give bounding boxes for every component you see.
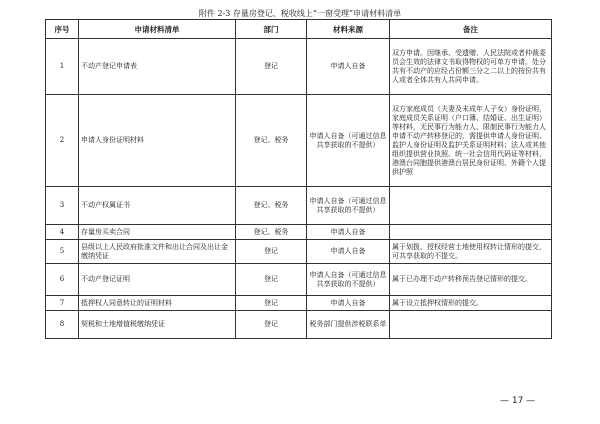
row-department: 登记	[236, 240, 307, 264]
row-seq: 8	[46, 311, 79, 339]
row-department: 登记	[236, 311, 307, 339]
header-department: 部门	[236, 20, 307, 39]
row-remarks: 属于已办理不动产转移预告登记情形的提交。	[390, 264, 552, 296]
table-header-row	[46, 20, 552, 39]
table-row	[46, 311, 552, 339]
row-material-name: 不动产登记申请表	[79, 39, 236, 95]
row-department: 登记	[236, 296, 307, 311]
row-department: 登记	[236, 39, 307, 95]
table-row	[46, 225, 552, 240]
row-seq: 4	[46, 225, 79, 240]
row-material-source: 申请人自备（可通过信息共享获取的不提供）	[307, 95, 390, 187]
row-department: 登记、税务	[236, 187, 307, 225]
row-material-source: 申请人自备	[307, 225, 390, 240]
row-remarks	[390, 187, 552, 225]
row-seq: 6	[46, 264, 79, 296]
row-material-source: 申请人自备（可通过信息共享获取的不提供）	[307, 264, 390, 296]
table-row	[46, 39, 552, 95]
row-material-source: 税务部门提供涉税联系单	[307, 311, 390, 339]
page-number: — 17 —	[500, 396, 536, 406]
row-department: 登记、税务	[236, 225, 307, 240]
header-material-name: 申请材料清单	[79, 20, 236, 39]
row-seq: 1	[46, 39, 79, 95]
header-remarks: 备注	[390, 20, 552, 39]
header-material-source: 材料来源	[307, 20, 390, 39]
row-remarks: 属于划拨、授权经营土地使用权转让情形的提交，可共享获取的不提交。	[390, 240, 552, 264]
header-seq: 序号	[46, 20, 79, 39]
table-row	[46, 264, 552, 296]
row-remarks	[390, 225, 552, 240]
row-material-name: 申请人身份证明材料	[79, 95, 236, 187]
row-seq: 7	[46, 296, 79, 311]
row-material-source: 申请人自备	[307, 240, 390, 264]
document-title: 附件 2-3 存量房登记、税收线上“一窗受理”申请材料清单	[198, 9, 402, 18]
table-row	[46, 296, 552, 311]
row-remarks: 双方家庭成员（夫妻及未成年人子女）身份证明，家庭成员关系证明（户口簿、结婚证、出生证明）等材料，无民事行为能力人、限制民事行为能力人申请不动产转移登记的，需提供申请人身份证明、监护人身份证明及监护关系证明材料；法人或其他组织提供营业执照、统一社会信用代码证等材料，港澳台同胞提供港澳台居民身份证明、外籍个人提供护照	[390, 95, 552, 187]
row-remarks: 双方申请。因继承、受遗赠、人民法院或者仲裁委员会生效的法律文书取得物权的可单方申请。处分共有不动产的应经占份额三分之二以上的按份共有人或者全体共有人共同申请。	[390, 39, 552, 95]
row-department: 登记	[236, 264, 307, 296]
row-department: 登记、税务	[236, 95, 307, 187]
table-row	[46, 95, 552, 187]
row-material-name: 抵押权人同意转让的证明材料	[79, 296, 236, 311]
row-remarks	[390, 311, 552, 339]
row-material-name: 契税和土地增值税缴纳凭证	[79, 311, 236, 339]
row-material-name: 县级以上人民政府批准文件和出让合同及出让金缴纳凭证	[79, 240, 236, 264]
row-seq: 3	[46, 187, 79, 225]
row-material-source: 申请人自备	[307, 296, 390, 311]
row-material-source: 申请人自备	[307, 39, 390, 95]
row-material-name: 不动产登记证明	[79, 264, 236, 296]
row-material-name: 不动产权属证书	[79, 187, 236, 225]
row-seq: 2	[46, 95, 79, 187]
table-row	[46, 240, 552, 264]
row-seq: 5	[46, 240, 79, 264]
row-material-name: 存量房买卖合同	[79, 225, 236, 240]
row-material-source: 申请人自备（可通过信息共享获取的不提供）	[307, 187, 390, 225]
table-row	[46, 187, 552, 225]
row-remarks: 属于设立抵押权情形的提交。	[390, 296, 552, 311]
materials-table	[45, 19, 552, 339]
